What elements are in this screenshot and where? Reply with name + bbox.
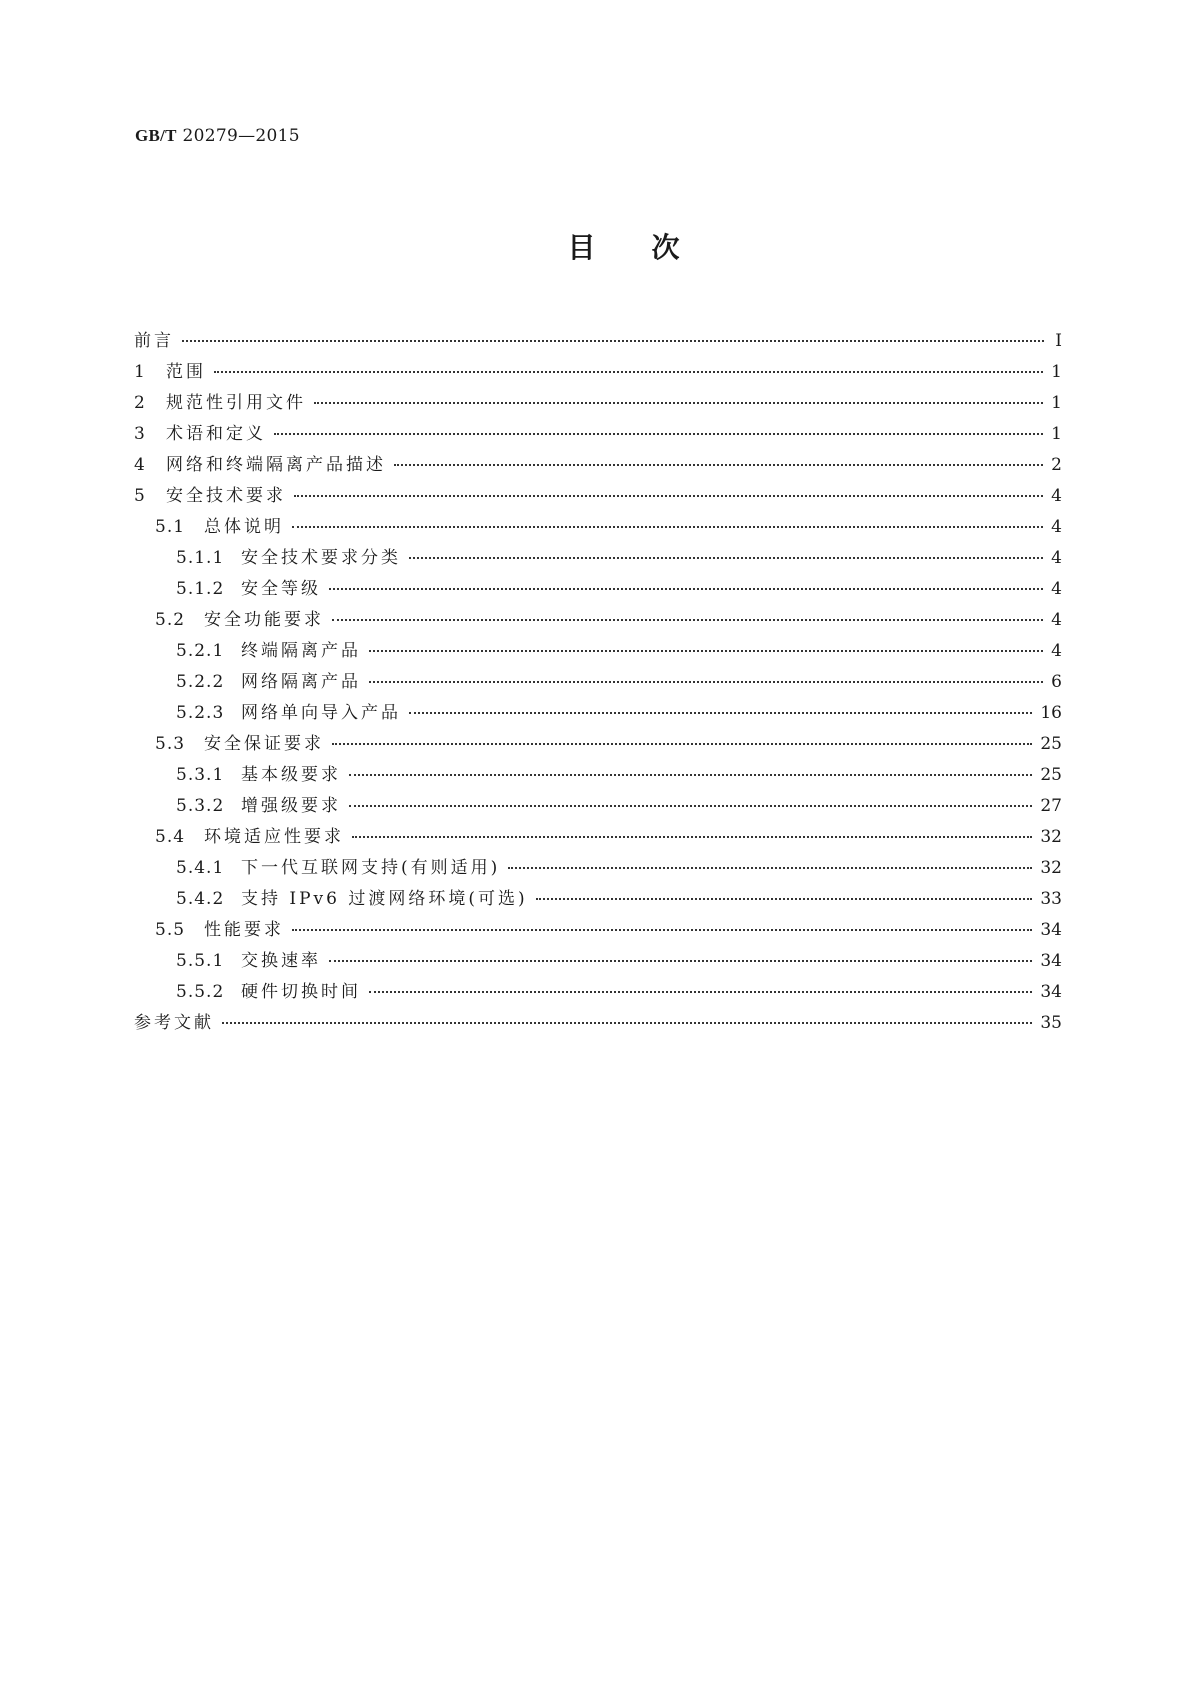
toc-entry-number: 5.1 bbox=[155, 517, 186, 537]
toc-entry-title: 安全等级 bbox=[241, 579, 321, 599]
toc-entry-title: 范围 bbox=[166, 362, 206, 382]
toc-entry-page: 27 bbox=[1040, 796, 1062, 816]
toc-entry-title: 支持 IPv6 过渡网络环境(可选) bbox=[241, 889, 528, 909]
toc-entry[interactable] bbox=[134, 636, 1062, 667]
toc-entry-title: 交换速率 bbox=[241, 951, 321, 971]
toc-entry[interactable] bbox=[134, 326, 1062, 357]
toc-entry-title: 规范性引用文件 bbox=[166, 393, 306, 413]
toc-entry[interactable] bbox=[134, 574, 1062, 605]
toc-entry-number: 5.2 bbox=[155, 610, 186, 630]
toc-entry-title: 性能要求 bbox=[204, 920, 284, 940]
toc-leader-dots bbox=[352, 835, 1032, 838]
toc-entry-title: 总体说明 bbox=[204, 517, 284, 537]
toc-entry-page: 4 bbox=[1051, 517, 1062, 537]
toc-entry[interactable] bbox=[134, 481, 1062, 512]
toc-entry-number: 5.1.2 bbox=[176, 579, 225, 599]
toc-entry-page: 32 bbox=[1040, 858, 1062, 878]
toc-entry-number: 5.2.1 bbox=[176, 641, 225, 661]
toc-entry[interactable] bbox=[134, 698, 1062, 729]
toc-entry-page: 34 bbox=[1040, 920, 1062, 940]
toc-entry-title: 安全技术要求分类 bbox=[241, 548, 401, 568]
toc-entry-number: 5.3 bbox=[155, 734, 186, 754]
toc-entry-number: 5.2.2 bbox=[176, 672, 225, 692]
toc-entry[interactable] bbox=[134, 884, 1062, 915]
toc-entry[interactable] bbox=[134, 977, 1062, 1008]
toc-leader-dots bbox=[349, 773, 1032, 776]
standard-code bbox=[135, 126, 300, 146]
toc-entry-title: 网络和终端隔离产品描述 bbox=[166, 455, 386, 475]
toc-leader-dots bbox=[329, 587, 1043, 590]
toc-entry-page: 32 bbox=[1040, 827, 1062, 847]
toc-entry[interactable] bbox=[134, 512, 1062, 543]
toc-entry[interactable] bbox=[134, 1008, 1062, 1039]
toc-entry-number: 5.5.1 bbox=[176, 951, 225, 971]
toc-entry-title: 安全保证要求 bbox=[204, 734, 324, 754]
table-of-contents bbox=[134, 326, 1062, 1039]
toc-entry-title: 安全功能要求 bbox=[204, 610, 324, 630]
toc-entry-number: 5.3.1 bbox=[176, 765, 225, 785]
toc-entry-page: 35 bbox=[1040, 1013, 1062, 1033]
toc-entry-number: 3 bbox=[134, 424, 146, 444]
toc-entry-page: 4 bbox=[1051, 579, 1062, 599]
toc-entry-page: 4 bbox=[1051, 548, 1062, 568]
toc-entry-page: 34 bbox=[1040, 951, 1062, 971]
toc-entry-page: 1 bbox=[1051, 393, 1062, 413]
toc-leader-dots bbox=[292, 525, 1043, 528]
toc-entry[interactable] bbox=[134, 946, 1062, 977]
toc-leader-dots bbox=[274, 432, 1043, 435]
toc-entry-title: 环境适应性要求 bbox=[204, 827, 344, 847]
toc-entry-page: 16 bbox=[1040, 703, 1062, 723]
toc-entry-number: 5.4 bbox=[155, 827, 186, 847]
toc-entry-page: 25 bbox=[1040, 765, 1062, 785]
toc-entry-page: 4 bbox=[1051, 641, 1062, 661]
toc-entry-title: 网络隔离产品 bbox=[241, 672, 361, 692]
toc-entry-title: 增强级要求 bbox=[241, 796, 341, 816]
toc-leader-dots bbox=[294, 494, 1043, 497]
toc-entry-page: 34 bbox=[1040, 982, 1062, 1002]
toc-entry-number: 5 bbox=[134, 486, 146, 506]
toc-leader-dots bbox=[332, 618, 1043, 621]
toc-leader-dots bbox=[508, 866, 1032, 869]
toc-entry[interactable] bbox=[134, 667, 1062, 698]
toc-leader-dots bbox=[182, 339, 1044, 342]
toc-entry[interactable] bbox=[134, 605, 1062, 636]
toc-entry-page: 25 bbox=[1040, 734, 1062, 754]
toc-leader-dots bbox=[369, 680, 1043, 683]
toc-leader-dots bbox=[292, 928, 1032, 931]
toc-leader-dots bbox=[369, 649, 1043, 652]
toc-entry-number: 4 bbox=[134, 455, 146, 475]
toc-entry-title: 参考文献 bbox=[134, 1013, 214, 1033]
toc-entry[interactable] bbox=[134, 543, 1062, 574]
standard-number: 20279—2015 bbox=[182, 126, 300, 146]
toc-entry-number: 5.2.3 bbox=[176, 703, 225, 723]
toc-entry-number: 5.4.2 bbox=[176, 889, 225, 909]
toc-leader-dots bbox=[222, 1021, 1032, 1024]
toc-entry[interactable] bbox=[134, 729, 1062, 760]
toc-entry[interactable] bbox=[134, 760, 1062, 791]
toc-entry-number: 5.5.2 bbox=[176, 982, 225, 1002]
toc-entry[interactable] bbox=[134, 822, 1062, 853]
toc-entry-page: 2 bbox=[1051, 455, 1062, 475]
toc-entry-number: 2 bbox=[134, 393, 146, 413]
toc-leader-dots bbox=[369, 990, 1032, 993]
toc-leader-dots bbox=[329, 959, 1032, 962]
toc-entry-page: 4 bbox=[1051, 610, 1062, 630]
toc-entry-title: 术语和定义 bbox=[166, 424, 266, 444]
toc-leader-dots bbox=[409, 556, 1043, 559]
toc-entry[interactable] bbox=[134, 791, 1062, 822]
toc-leader-dots bbox=[536, 897, 1033, 900]
toc-entry-number: 5.3.2 bbox=[176, 796, 225, 816]
toc-entry-title: 前言 bbox=[134, 331, 174, 351]
toc-entry-title: 硬件切换时间 bbox=[241, 982, 361, 1002]
toc-leader-dots bbox=[214, 370, 1043, 373]
toc-entry-page: 1 bbox=[1051, 362, 1062, 382]
toc-entry-number: 5.1.1 bbox=[176, 548, 225, 568]
toc-entry-title: 终端隔离产品 bbox=[241, 641, 361, 661]
toc-entry-number: 1 bbox=[134, 362, 146, 382]
page-title: 目次 bbox=[567, 231, 736, 264]
toc-leader-dots bbox=[332, 742, 1032, 745]
standard-prefix: GB/T bbox=[135, 126, 177, 145]
toc-leader-dots bbox=[394, 463, 1043, 466]
toc-entry-page: 33 bbox=[1040, 889, 1062, 909]
toc-entry-page: 6 bbox=[1051, 672, 1062, 692]
toc-entry-title: 安全技术要求 bbox=[166, 486, 286, 506]
toc-entry[interactable] bbox=[134, 915, 1062, 946]
toc-entry-page: Ⅰ bbox=[1055, 331, 1062, 351]
toc-entry[interactable] bbox=[134, 450, 1062, 481]
toc-entry-page: 1 bbox=[1051, 424, 1062, 444]
toc-leader-dots bbox=[314, 401, 1043, 404]
toc-entry-title: 基本级要求 bbox=[241, 765, 341, 785]
toc-entry[interactable] bbox=[134, 357, 1062, 388]
toc-entry-title: 网络单向导入产品 bbox=[241, 703, 401, 723]
toc-entry-number: 5.5 bbox=[155, 920, 186, 940]
toc-entry-page: 4 bbox=[1051, 486, 1062, 506]
toc-leader-dots bbox=[409, 711, 1032, 714]
toc-leader-dots bbox=[349, 804, 1032, 807]
toc-entry[interactable] bbox=[134, 853, 1062, 884]
toc-entry[interactable] bbox=[134, 419, 1062, 450]
toc-entry[interactable] bbox=[134, 388, 1062, 419]
toc-entry-title: 下一代互联网支持(有则适用) bbox=[241, 858, 501, 878]
toc-entry-number: 5.4.1 bbox=[176, 858, 225, 878]
